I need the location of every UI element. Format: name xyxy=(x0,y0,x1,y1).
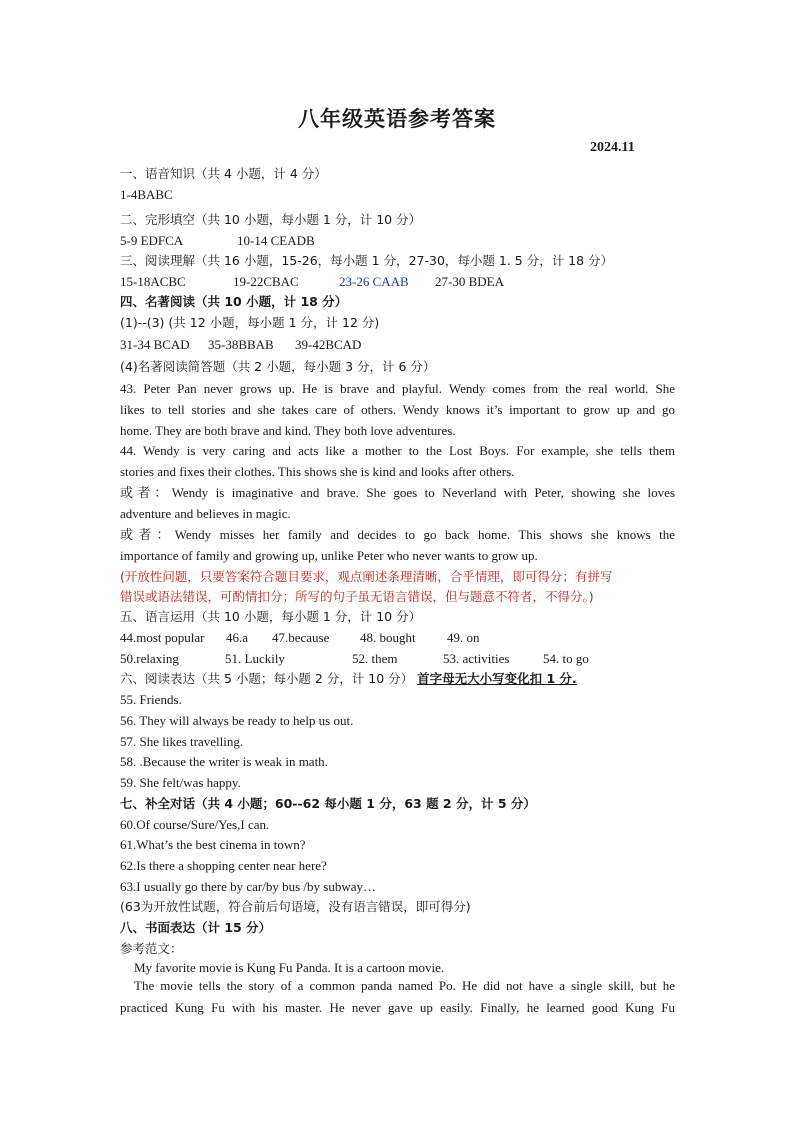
section-3-answers xyxy=(120,274,720,290)
section-4-sub2: (4)名著阅读简答题（共 2 小题，每小题 3 分，计 6 分） xyxy=(120,359,436,374)
answer-cell: 53. activities xyxy=(443,651,510,666)
sample-essay-label: 参考范文： xyxy=(120,941,183,956)
answer-item: 55. Friends. xyxy=(120,692,182,707)
answer-group: 27-30 BDEA xyxy=(435,274,504,289)
answer-item: 58. .Because the writer is weak in math. xyxy=(120,754,328,769)
section-2-answers xyxy=(120,233,720,249)
answer-43-line: home. They are both brave and kind. They both love adventures. xyxy=(120,423,456,438)
answer-cell: 51. Luckily xyxy=(225,651,285,666)
answer-item: 56. They will always be ready to help us out. xyxy=(120,713,354,728)
answer-group: 31-34 BCAD xyxy=(120,337,190,352)
answer-item: 62.Is there a shopping center near here? xyxy=(120,858,327,873)
section-1-answers: 1-4BABC xyxy=(120,187,173,202)
answer-group: 39-42BCAD xyxy=(295,337,362,352)
answer-cell: 54. to go xyxy=(543,651,589,666)
answer-44-line: 44. Wendy is very caring and acts like a mother to the Lost Boys. For example, she tells them xyxy=(120,443,675,458)
section-5-row xyxy=(120,651,720,667)
section-6-deduction-note: 首字母无大小写变化扣 1 分. xyxy=(417,671,577,686)
section-4-answers xyxy=(120,337,720,353)
section-2-heading: 二、完形填空（共 10 小题，每小题 1 分，计 10 分） xyxy=(120,212,422,227)
section-6-heading xyxy=(120,671,577,687)
alternative-answer-line: adventure and believes in magic. xyxy=(120,506,291,521)
answer-group: 5-9 EDFCA xyxy=(120,233,184,248)
essay-line: My favorite movie is Kung Fu Panda. It is a cartoon movie. xyxy=(134,960,445,975)
section-6-heading-text: 六、阅读表达（共 5 小题；每小题 2 分，计 10 分） xyxy=(120,671,414,686)
answer-group: 15-18ACBC xyxy=(120,274,186,289)
section-1-heading: 一、语音知识（共 4 小题，计 4 分） xyxy=(120,166,327,181)
grading-note-line: (开放性问题，只要答案符合题目要求，观点阐述条理清晰，合乎情理，即可得分；有拼写 xyxy=(120,569,613,584)
alternative-answer-line: importance of family and growing up, unlike Peter who never wants to grow up. xyxy=(120,548,538,563)
answer-item: 63.I usually go there by car/by bus /by subway… xyxy=(120,879,376,894)
answer-item: 57. She likes travelling. xyxy=(120,734,244,749)
essay-line: The movie tells the story of a common panda named Po. He did not have a single skill, but he xyxy=(134,978,675,993)
answer-43-line: likes to tell stories and she takes care of others. Wendy knows it’s important to grow up and go xyxy=(120,402,675,417)
alternative-answer-line: 或者：Wendy misses her family and decides to go back home. This shows she knows the xyxy=(120,527,675,542)
section-7-heading: 七、补全对话（共 4 小题；60--62 每小题 1 分，63 题 2 分，计 5 分） xyxy=(120,796,536,811)
answer-cell: 50.relaxing xyxy=(120,651,179,666)
answer-group: 10-14 CEADB xyxy=(237,233,315,248)
alternative-answer-line: 或者：Wendy is imaginative and brave. She goes to Neverland with Peter, showing she loves xyxy=(120,485,675,500)
answer-item: 60.Of course/Sure/Yes,I can. xyxy=(120,817,270,832)
answer-cell: 48. bought xyxy=(360,630,416,645)
section-4-sub1: (1)--(3) (共 12 小题，每小题 1 分，计 12 分) xyxy=(120,315,380,330)
answer-cell: 44.most popular xyxy=(120,630,205,645)
grading-note-line: 错误或语法错误，可酌情扣分；所写的句子虽无语言错误，但与题意不符者，不得分。) xyxy=(120,589,594,604)
answer-43-line: 43. Peter Pan never grows up. He is brave and playful. Wendy comes from the real world. She xyxy=(120,381,675,396)
answer-cell: 46.a xyxy=(226,630,249,645)
exam-date: 2024.11 xyxy=(590,140,635,155)
answer-item: 59. She felt/was happy. xyxy=(120,775,241,790)
answer-group: 19-22CBAC xyxy=(233,274,299,289)
answer-44-line: stories and fixes their clothes. This shows she is kind and looks after others. xyxy=(120,464,515,479)
answer-item: 61.What’s the best cinema in town? xyxy=(120,837,306,852)
section-5-row xyxy=(120,630,720,646)
answer-group: 35-38BBAB xyxy=(208,337,274,352)
essay-line: practiced Kung Fu with his master. He never gave up easily. Finally, he learned good Kung Fu xyxy=(120,1000,675,1015)
section-8-heading: 八、书面表达（计 15 分） xyxy=(120,920,272,935)
answer-cell: 49. on xyxy=(447,630,480,645)
section-3-heading: 三、阅读理解（共 16 小题，15-26，每小题 1 分，27-30，每小题 1. 5 分，计 18 分） xyxy=(120,253,614,268)
section-4-heading: 四、名著阅读（共 10 小题，计 18 分） xyxy=(120,294,348,309)
page-title: 八年级英语参考答案 xyxy=(298,107,496,131)
section-5-heading: 五、语言运用（共 10 小题，每小题 1 分，计 10 分） xyxy=(120,609,422,624)
answer-group: 23-26 CAAB xyxy=(339,274,409,289)
answer-cell: 47.because xyxy=(272,630,330,645)
section-7-note: (63为开放性试题，符合前后句语境，没有语言错误，即可得分) xyxy=(120,899,471,914)
answer-cell: 52. them xyxy=(352,651,398,666)
